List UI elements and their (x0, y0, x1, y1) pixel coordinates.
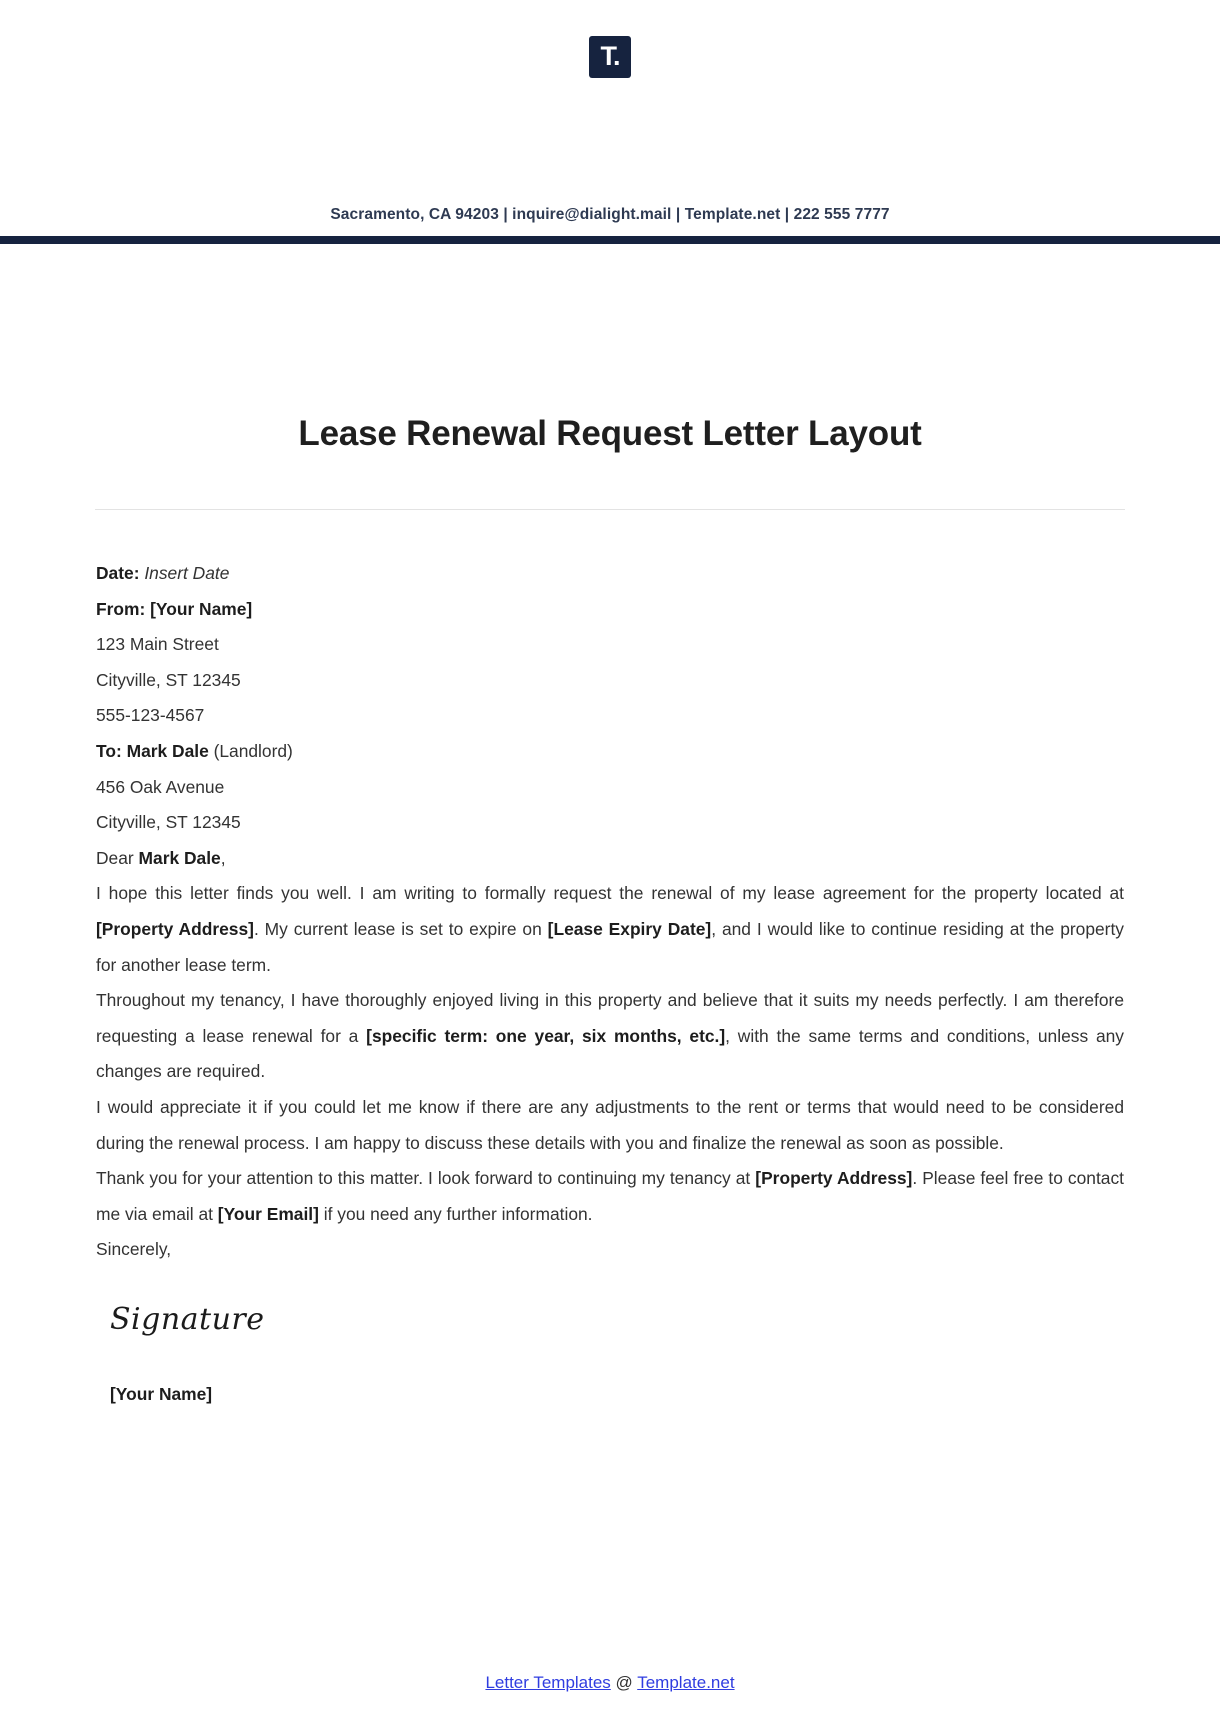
placeholder-property-address-1: [Property Address] (96, 918, 254, 939)
date-label: Date: (96, 563, 140, 583)
p2-part-c: , with the same terms and conditions, unless any changes are required. (96, 1025, 1124, 1082)
letter-body (96, 556, 1124, 1413)
placeholder-your-email: [Your Email] (217, 1203, 319, 1224)
page-title: Lease Renewal Request Letter Layout (298, 414, 922, 453)
signature-script: Signature (110, 1301, 265, 1337)
letter-date-line (96, 556, 1124, 592)
header-divider-rule (0, 236, 1220, 244)
salutation-suffix: , (220, 847, 226, 868)
logo-icon (589, 36, 631, 78)
closing-line: Sincerely, (96, 1239, 172, 1260)
title-divider (95, 509, 1125, 510)
sender-address-line-1: 123 Main Street (96, 634, 219, 655)
from-label: From: [Your Name] (96, 598, 253, 619)
footer-link-template-net[interactable]: Template.net (637, 1673, 735, 1692)
paragraph-3: I would appreciate it if you could let me know if there are any adjustments to the rent or terms that would need to be considered during the renewal process. I am happy to discuss these details with you and finalize the renewal as soon as possible. (96, 1096, 1124, 1153)
brand-logo (0, 36, 1220, 78)
salutation (96, 841, 1124, 877)
signature-spacer (96, 1268, 1124, 1302)
signature-name: [Your Name] (110, 1384, 213, 1405)
paragraph-1 (96, 876, 1124, 983)
to-label: To: Mark Dale (96, 740, 209, 761)
p1-part-a: I hope this letter finds you well. I am writing to formally request the renewal of my lease agreement for the property located at (96, 883, 1124, 904)
salutation-name: Mark Dale (138, 847, 221, 868)
to-role: (Landlord) (208, 740, 293, 761)
p1-part-e: , and I would like to continue residing at the property for another lease term. (96, 918, 1124, 975)
salutation-prefix: Dear (96, 847, 139, 868)
letter-page (0, 244, 1220, 1721)
letter-from-line (96, 592, 1124, 628)
header-contact-line: Sacramento, CA 94203 | inquire@dialight.mail | Template.net | 222 555 7777 (330, 206, 890, 223)
placeholder-lease-expiry-date: [Lease Expiry Date] (547, 918, 712, 939)
recipient-address-line-1: 456 Oak Avenue (96, 776, 225, 797)
letter-to-line (96, 734, 1124, 770)
paragraph-2 (96, 983, 1124, 1090)
paragraph-4 (96, 1161, 1124, 1232)
p4-part-c: . Please feel free to contact me via email at (96, 1168, 1124, 1224)
placeholder-property-address-2: [Property Address] (755, 1168, 913, 1189)
p1-part-c: . My current lease is set to expire on (253, 918, 548, 939)
footer (0, 1673, 1220, 1693)
p2-part-a: Throughout my tenancy, I have thoroughly enjoyed living in this property and believe that it suits my needs perfectly. I am therefore requesting a lease renewal for a (96, 990, 1124, 1046)
date-value: Insert Date (144, 563, 230, 583)
logo-glyph: T. (600, 40, 620, 71)
p4-part-a: Thank you for your attention to this matter. I look forward to continuing my tenancy at (96, 1168, 756, 1189)
sender-phone: 555-123-4567 (96, 705, 205, 726)
signature-gap (96, 1337, 1124, 1377)
footer-separator: @ (610, 1673, 638, 1692)
recipient-address-line-2: Cityville, ST 12345 (96, 812, 241, 833)
p4-part-e: if you need any further information. (318, 1203, 593, 1224)
sender-address-line-2: Cityville, ST 12345 (96, 669, 241, 690)
placeholder-specific-term: [specific term: one year, six months, etc.] (366, 1025, 726, 1046)
footer-link-letter-templates[interactable]: Letter Templates (485, 1673, 611, 1692)
